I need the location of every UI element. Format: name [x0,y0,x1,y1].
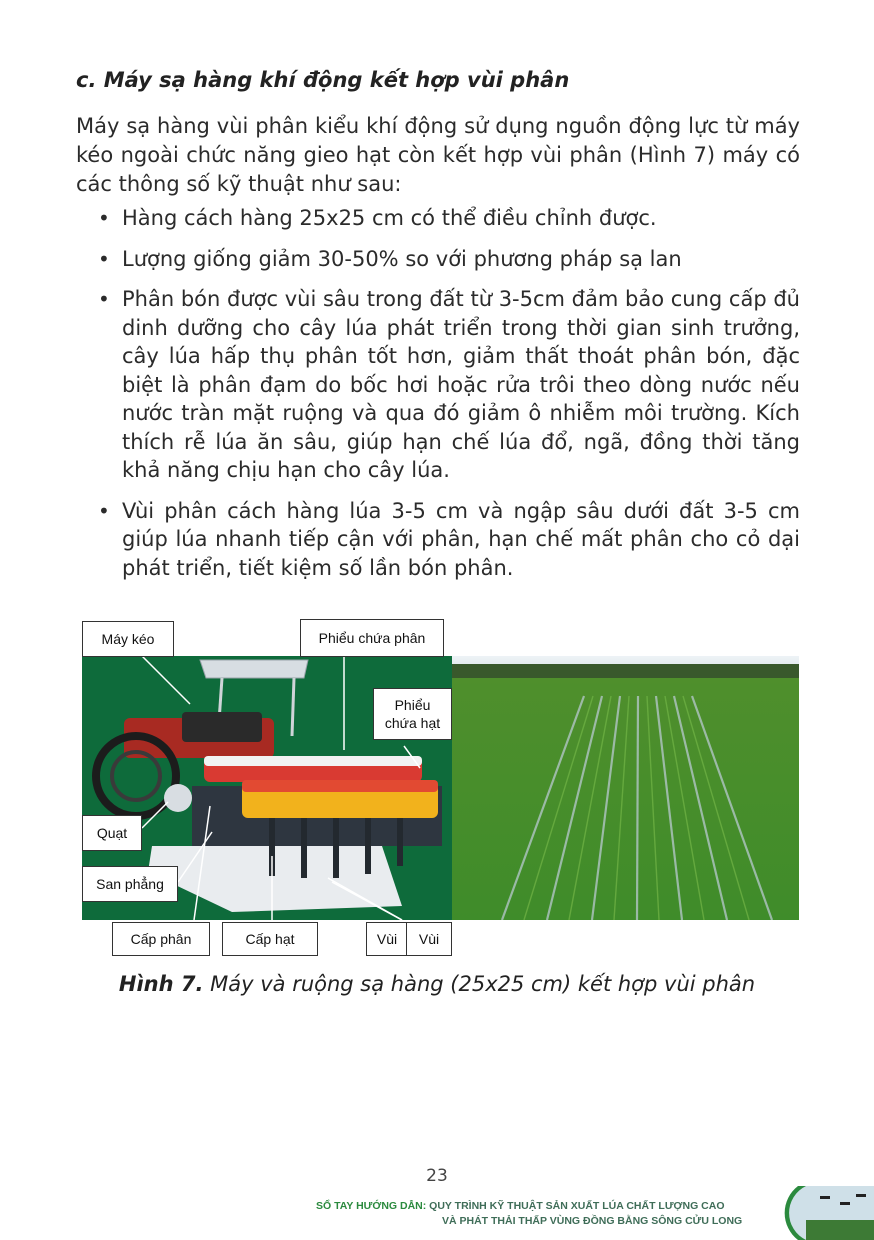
list-item [76,245,800,274]
list-item-text: Hàng cách hàng 25x25 cm có thể điều chỉnh được. [122,206,657,230]
footer-guide-label: SỔ TAY HƯỚNG DẪN: [316,1200,427,1212]
footer-title [316,1199,776,1229]
figure-caption-text: Máy và ruộng sạ hàng (25x25 cm) kết hợp vùi phân [203,972,756,996]
label-leveler: San phẳng [82,866,178,902]
label-seed-hopper: Phiểu chứa hạt [373,688,452,740]
section-heading: c. Máy sạ hàng khí động kết hợp vùi phân [76,68,570,92]
footer-line-1: QUY TRÌNH KỸ THUẬT SẢN XUẤT LÚA CHẤT LƯỢNG CAO [429,1200,725,1212]
footer-line-2: VÀ PHÁT THẢI THẤP VÙNG ĐỒNG BẰNG SÔNG CỬU LONG [442,1215,743,1227]
bullet-icon: • [98,206,110,230]
label-seed-feed: Cấp hạt [222,922,318,956]
drone-field-illustration [776,1186,874,1240]
label-fertilizer-feed: Cấp phân [112,922,210,956]
list-item [76,497,800,583]
list-item-text: Lượng giống giảm 30-50% so với phương pháp sạ lan [122,246,682,271]
intro-paragraph: Máy sạ hàng vùi phân kiểu khí động sử dụng nguồn động lực từ máy kéo ngoài chức năng gieo hạt còn kết hợp vùi phân (Hình 7) máy có các thông số kỹ thuật như sau: [76,114,800,196]
label-fertilizer-hopper: Phiểu chứa phân [300,619,444,657]
bullet-icon: • [98,246,110,271]
figure-caption-number: Hình 7. [118,972,204,996]
bullet-icon: • [98,287,110,311]
footer-drone-photo [776,1186,874,1240]
label-bury-2: Vùi [406,922,452,956]
rice-field-illustration [452,656,799,920]
spec-list [76,204,800,594]
page-number: 23 [426,1166,448,1186]
label-bury-1: Vùi [366,922,408,956]
label-tractor: Máy kéo [82,621,174,657]
list-item-text: Phân bón được vùi sâu trong đất từ 3-5cm đảm bảo cung cấp đủ dinh dưỡng cho cây lúa phát triển trong thời gian sinh trưởng, cây lúa hấp thụ phân tốt hơn, giảm thất thoát phân bón, đặc biệt là phân đạm do bốc hơi hoặc rửa trôi theo dòng nước nếu nước tràn mặt ruộng và qua đó giảm ô nhiễm môi trường. Kích thích rễ lúa ăn sâu, giúp hạn chế lúa đổ, ngã, đồng thời tăng khả năng chịu hạn cho cây lúa. [122,287,800,482]
list-item [76,204,800,233]
list-item [76,285,800,485]
figure-caption [0,972,874,996]
label-fan: Quạt [82,815,142,851]
list-item-text: Vùi phân cách hàng lúa 3-5 cm và ngập sâu dưới đất 3-5 cm giúp lúa nhanh tiếp cận với phân, hạn chế mất phân cho cỏ dại phát triển, tiết kiệm số lần bón phân. [122,498,800,580]
field-photo [452,656,799,920]
bullet-icon: • [98,498,110,523]
